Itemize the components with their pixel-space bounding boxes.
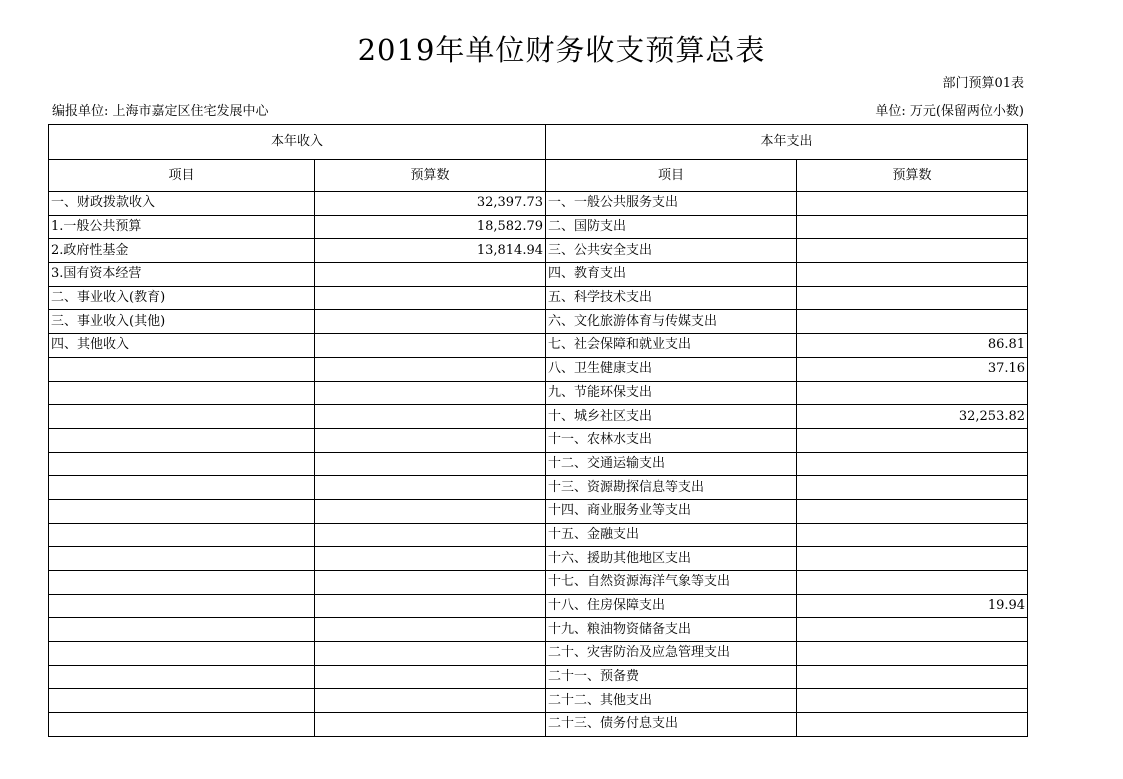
income-amount-cell: [315, 594, 546, 618]
expense-item-cell: 二十二、其他支出: [546, 689, 797, 713]
income-item-cell: [49, 665, 315, 689]
expense-item-cell: 二十、灾害防治及应急管理支出: [546, 642, 797, 666]
currency-unit: 单位: 万元(保留两位小数): [875, 104, 1024, 119]
income-amount-cell: [315, 334, 546, 358]
expense-item-cell: 十三、资源勘探信息等支出: [546, 476, 797, 500]
income-item-cell: [49, 571, 315, 595]
income-item-cell: 二、事业收入(教育): [49, 286, 315, 310]
expense-amount-cell: [797, 642, 1028, 666]
income-item-cell: 四、其他收入: [49, 334, 315, 358]
income-item-cell: [49, 713, 315, 737]
table-row: [49, 618, 1028, 642]
income-amount-cell: 32,397.73: [315, 192, 546, 216]
expense-amount-cell: [797, 689, 1028, 713]
budget-table: [48, 124, 1028, 737]
income-section-header: 本年收入: [49, 125, 546, 160]
income-item-cell: [49, 523, 315, 547]
table-row: [49, 334, 1028, 358]
expense-item-cell: 一、一般公共服务支出: [546, 192, 797, 216]
expense-item-cell: 十五、金融支出: [546, 523, 797, 547]
expense-item-cell: 六、文化旅游体育与传媒支出: [546, 310, 797, 334]
expense-amount-cell: [797, 428, 1028, 452]
income-item-cell: [49, 381, 315, 405]
expense-amount-cell: [797, 310, 1028, 334]
income-item-header: 项目: [49, 160, 315, 192]
column-header-row: [49, 160, 1028, 192]
expense-item-cell: 十九、粮油物资储备支出: [546, 618, 797, 642]
expense-amount-cell: 19.94: [797, 594, 1028, 618]
income-amount-cell: [315, 523, 546, 547]
expense-item-cell: 十六、援助其他地区支出: [546, 547, 797, 571]
expense-amount-cell: [797, 215, 1028, 239]
income-amount-cell: [315, 381, 546, 405]
income-amount-cell: 18,582.79: [315, 215, 546, 239]
expense-amount-cell: [797, 713, 1028, 737]
expense-item-cell: 二十三、债务付息支出: [546, 713, 797, 737]
expense-amount-cell: [797, 618, 1028, 642]
income-item-cell: [49, 642, 315, 666]
expense-item-cell: 三、公共安全支出: [546, 239, 797, 263]
expense-amount-cell: [797, 452, 1028, 476]
income-amount-cell: [315, 286, 546, 310]
expense-amount-cell: [797, 286, 1028, 310]
table-row: [49, 713, 1028, 737]
income-amount-cell: [315, 428, 546, 452]
income-amount-cell: [315, 547, 546, 571]
expense-item-cell: 九、节能环保支出: [546, 381, 797, 405]
expense-item-cell: 五、科学技术支出: [546, 286, 797, 310]
expense-amount-cell: [797, 476, 1028, 500]
income-item-cell: 三、事业收入(其他): [49, 310, 315, 334]
expense-item-cell: 十七、自然资源海洋气象等支出: [546, 571, 797, 595]
income-amount-cell: [315, 499, 546, 523]
income-amount-cell: [315, 689, 546, 713]
income-item-cell: 一、财政拨款收入: [49, 192, 315, 216]
expense-item-cell: 七、社会保障和就业支出: [546, 334, 797, 358]
income-item-cell: 2.政府性基金: [49, 239, 315, 263]
table-row: [49, 215, 1028, 239]
table-row: [49, 499, 1028, 523]
expense-item-cell: 十二、交通运输支出: [546, 452, 797, 476]
income-amount-cell: [315, 618, 546, 642]
income-item-cell: [49, 452, 315, 476]
table-row: [49, 665, 1028, 689]
income-item-cell: [49, 547, 315, 571]
income-amount-cell: [315, 310, 546, 334]
expense-item-cell: 四、教育支出: [546, 263, 797, 287]
expense-item-cell: 二十一、预备费: [546, 665, 797, 689]
table-row: [49, 476, 1028, 500]
expense-amount-cell: [797, 499, 1028, 523]
income-amount-cell: [315, 452, 546, 476]
income-amount-cell: [315, 263, 546, 287]
expense-amount-cell: 86.81: [797, 334, 1028, 358]
income-amount-cell: [315, 476, 546, 500]
table-row: [49, 642, 1028, 666]
income-amount-header: 预算数: [315, 160, 546, 192]
income-amount-cell: [315, 405, 546, 429]
expense-amount-cell: [797, 239, 1028, 263]
income-amount-cell: [315, 642, 546, 666]
income-amount-cell: [315, 665, 546, 689]
expense-amount-cell: [797, 547, 1028, 571]
table-row: [49, 310, 1028, 334]
table-row: [49, 689, 1028, 713]
table-row: [49, 357, 1028, 381]
income-item-cell: [49, 476, 315, 500]
income-item-cell: [49, 594, 315, 618]
expense-amount-cell: [797, 523, 1028, 547]
table-row: [49, 263, 1028, 287]
expense-amount-cell: [797, 665, 1028, 689]
expense-amount-cell: [797, 192, 1028, 216]
income-item-cell: [49, 618, 315, 642]
income-item-cell: 3.国有资本经营: [49, 263, 315, 287]
reporting-unit: 编报单位: 上海市嘉定区住宅发展中心: [52, 104, 269, 119]
income-item-cell: [49, 689, 315, 713]
expense-amount-header: 预算数: [797, 160, 1028, 192]
form-number: 部门预算01表: [942, 76, 1024, 91]
expense-item-cell: 二、国防支出: [546, 215, 797, 239]
income-item-cell: [49, 499, 315, 523]
table-row: [49, 239, 1028, 263]
table-row: [49, 381, 1028, 405]
table-row: [49, 523, 1028, 547]
income-item-cell: [49, 357, 315, 381]
table-row: [49, 405, 1028, 429]
section-header-row: [49, 125, 1028, 160]
income-amount-cell: [315, 357, 546, 381]
income-item-cell: [49, 405, 315, 429]
income-item-cell: 1.一般公共预算: [49, 215, 315, 239]
table-row: [49, 192, 1028, 216]
table-row: [49, 571, 1028, 595]
expense-section-header: 本年支出: [546, 125, 1028, 160]
expense-item-cell: 八、卫生健康支出: [546, 357, 797, 381]
page-title: 2019年单位财务收支预算总表: [357, 33, 766, 67]
expense-amount-cell: [797, 571, 1028, 595]
table-row: [49, 428, 1028, 452]
expense-amount-cell: 32,253.82: [797, 405, 1028, 429]
table-row: [49, 594, 1028, 618]
table-row: [49, 452, 1028, 476]
income-amount-cell: [315, 571, 546, 595]
expense-item-cell: 十四、商业服务业等支出: [546, 499, 797, 523]
expense-item-header: 项目: [546, 160, 797, 192]
table-row: [49, 547, 1028, 571]
expense-amount-cell: 37.16: [797, 357, 1028, 381]
table-row: [49, 286, 1028, 310]
expense-amount-cell: [797, 263, 1028, 287]
income-amount-cell: [315, 713, 546, 737]
expense-item-cell: 十一、农林水支出: [546, 428, 797, 452]
expense-item-cell: 十八、住房保障支出: [546, 594, 797, 618]
income-amount-cell: 13,814.94: [315, 239, 546, 263]
income-item-cell: [49, 428, 315, 452]
expense-amount-cell: [797, 381, 1028, 405]
expense-item-cell: 十、城乡社区支出: [546, 405, 797, 429]
